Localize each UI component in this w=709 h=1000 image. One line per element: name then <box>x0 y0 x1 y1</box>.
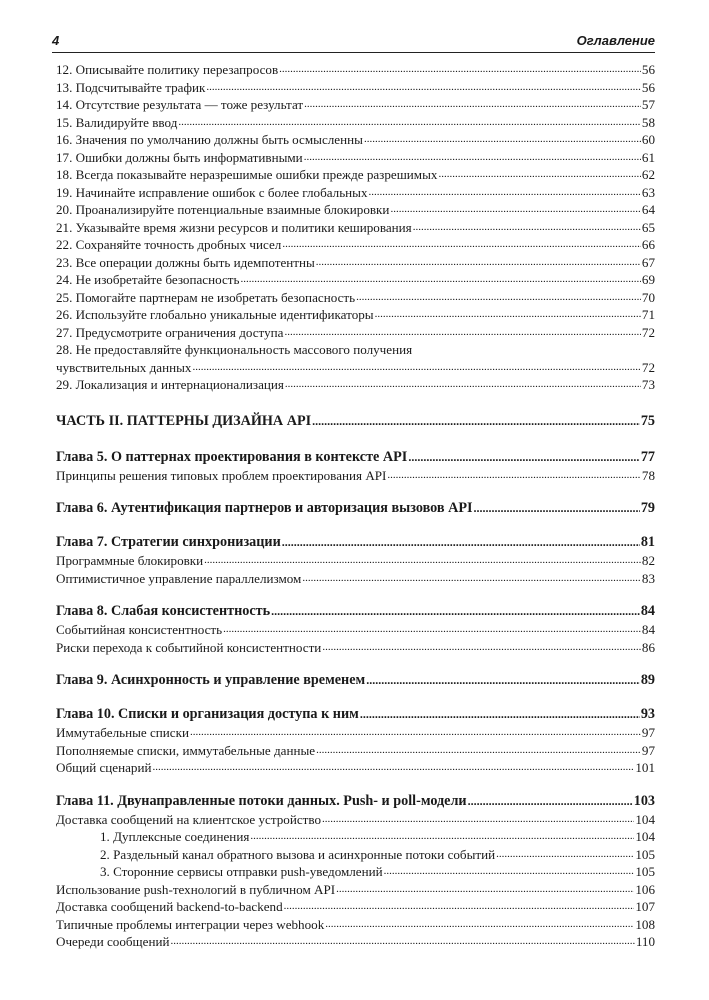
toc-entry-27: 27. Предусмотрите ограничения доступа ..... 72 <box>56 324 655 342</box>
toc-part-2: ЧАСТЬ II. ПАТТЕРНЫ ДИЗАЙНА API ..... 75 <box>56 411 655 431</box>
toc-entry-ch10-2: Пополняемые списки, иммутабельные данные ..... 97 <box>56 742 655 760</box>
toc-entry-ch11-2: Использование push-технологий в публичном API ..... 106 <box>56 881 655 899</box>
toc-entry-15: 15. Валидируйте ввод ..... 58 <box>56 114 655 132</box>
toc-chapter-9: Глава 9. Асинхронность и управление временем ..... 89 <box>56 670 655 690</box>
toc-chapter-7: Глава 7. Стратегии синхронизации ..... 81 <box>56 532 655 552</box>
toc-entry-18: 18. Всегда показывайте неразрешимые ошибки прежде разрешимых ..... 62 <box>56 166 655 184</box>
table-of-contents <box>56 61 655 951</box>
toc-entry-ch7-1: Программные блокировки ..... 82 <box>56 552 655 570</box>
toc-entry-ch5-1: Принципы решения типовых проблем проектирования API ..... 78 <box>56 467 655 485</box>
toc-entry-16: 16. Значения по умолчанию должны быть осмысленны ..... 60 <box>56 131 655 149</box>
toc-entry-ch8-1: Событийная консистентность ..... 84 <box>56 621 655 639</box>
toc-entry-ch11-3: Доставка сообщений backend-to-backend ..... 107 <box>56 898 655 916</box>
toc-entry-ch8-2: Риски перехода к событийной консистентности ..... 86 <box>56 639 655 657</box>
toc-entry-ch10-1: Иммутабельные списки ..... 97 <box>56 724 655 742</box>
toc-entry-21: 21. Указывайте время жизни ресурсов и политики кеширования ..... 65 <box>56 219 655 237</box>
toc-entry-ch11-4: Типичные проблемы интеграции через webhook ..... 108 <box>56 916 655 934</box>
toc-entry-20: 20. Проанализируйте потенциальные взаимные блокировки ..... 64 <box>56 201 655 219</box>
toc-entry-25: 25. Помогайте партнерам не изобретать безопасность ..... 70 <box>56 289 655 307</box>
toc-subentry-ch11-1-3: 3. Сторонние сервисы отправки push-уведомлений ..... 105 <box>56 863 655 881</box>
toc-entry-29: 29. Локализация и интернационализация ..... 73 <box>56 376 655 394</box>
toc-entry-22: 22. Сохраняйте точность дробных чисел ..... 66 <box>56 236 655 254</box>
toc-chapter-6: Глава 6. Аутентификация партнеров и авторизация вызовов API ..... 79 <box>56 498 655 518</box>
toc-chapter-10: Глава 10. Списки и организация доступа к ним ..... 93 <box>56 704 655 724</box>
toc-entry-17: 17. Ошибки должны быть информативными ..... 61 <box>56 149 655 167</box>
toc-entry-ch7-2: Оптимистичное управление параллелизмом ..... 83 <box>56 570 655 588</box>
toc-entry-ch10-3: Общий сценарий ..... 101 <box>56 759 655 777</box>
running-title: Оглавление <box>576 33 655 48</box>
toc-entry-13: 13. Подсчитывайте трафик ..... 56 <box>56 79 655 97</box>
toc-entry-28-line2: чувствительных данных ..... 72 <box>56 359 655 377</box>
toc-entry-23: 23. Все операции должны быть идемпотентны ..... 67 <box>56 254 655 272</box>
toc-entry-ch11-5: Очереди сообщений ..... 110 <box>56 933 655 951</box>
page-header <box>52 30 655 53</box>
toc-entry-14: 14. Отсутствие результата — тоже результат ..... 57 <box>56 96 655 114</box>
page-number: 4 <box>52 33 60 48</box>
toc-entry-19: 19. Начинайте исправление ошибок с более глобальных ..... 63 <box>56 184 655 202</box>
toc-chapter-8: Глава 8. Слабая консистентность ..... 84 <box>56 601 655 621</box>
toc-entry-ch11-1: Доставка сообщений на клиентское устройство ..... 104 <box>56 811 655 829</box>
toc-subentry-ch11-1-1: 1. Дуплексные соединения ..... 104 <box>56 828 655 846</box>
toc-chapter-5: Глава 5. О паттернах проектирования в контексте API ..... 77 <box>56 447 655 467</box>
toc-chapter-11: Глава 11. Двунаправленные потоки данных. Push- и poll-модели ..... 103 <box>56 791 655 811</box>
toc-subentry-ch11-1-2: 2. Раздельный канал обратного вызова и асинхронные потоки событий ..... 105 <box>56 846 655 864</box>
toc-entry-28-line1: 28. Не предоставляйте функциональность массового получения <box>56 342 413 357</box>
toc-entry-24: 24. Не изобретайте безопасность ..... 69 <box>56 271 655 289</box>
toc-entry-26: 26. Используйте глобально уникальные идентификаторы ..... 71 <box>56 306 655 324</box>
toc-entry-12: 12. Описывайте политику перезапросов ..... 56 <box>56 61 655 79</box>
